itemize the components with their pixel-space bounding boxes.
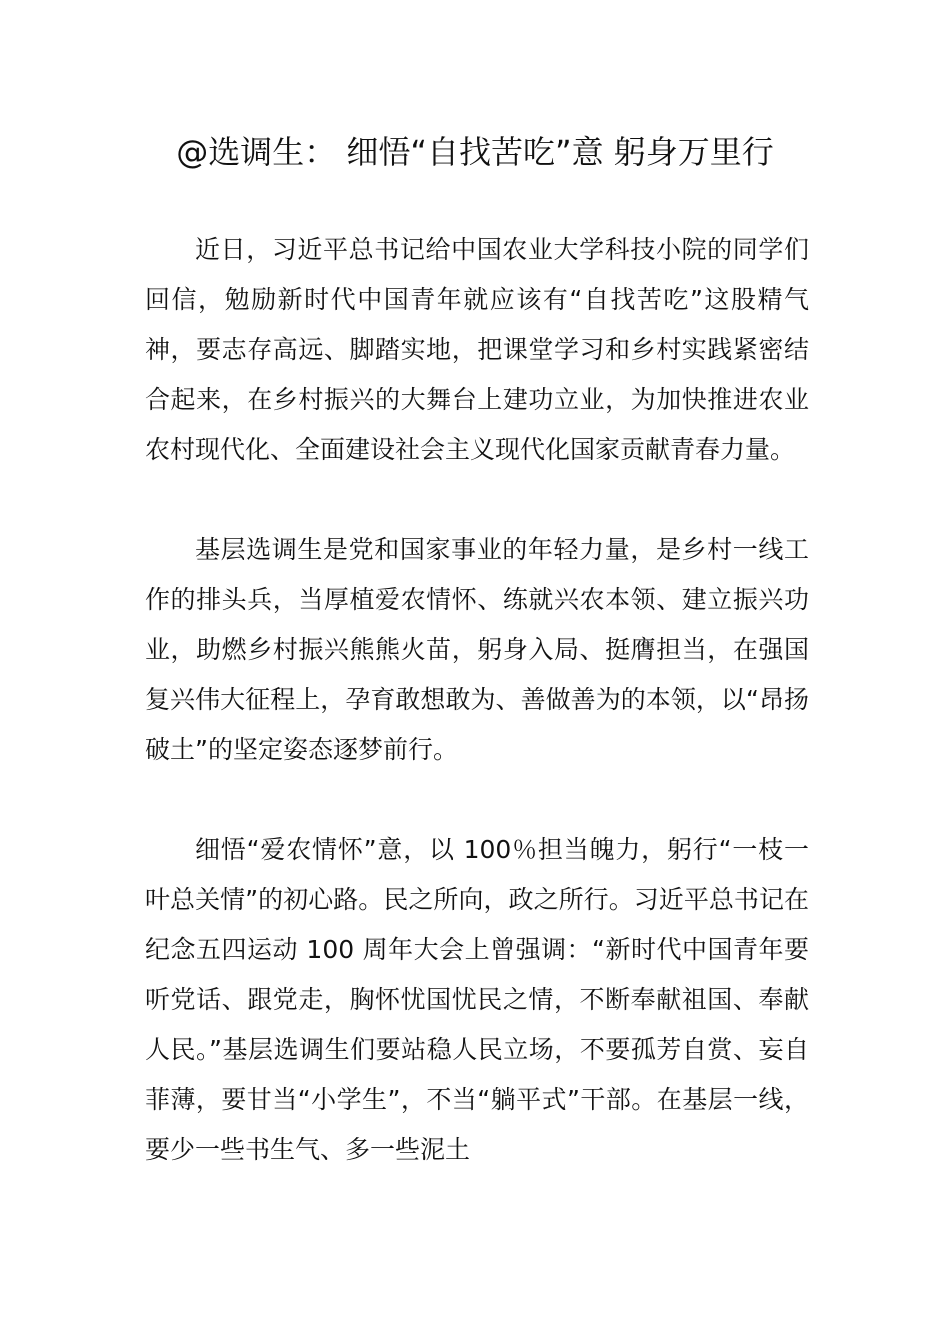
document-title: @选调生： 细悟“自找苦吃”意 躬身万里行 [176, 133, 774, 171]
paragraph-spacer [145, 475, 809, 525]
document-body [145, 225, 809, 1175]
paragraph-spacer [145, 775, 809, 825]
paragraph-1: 近日，习近平总书记给中国农业大学科技小院的同学们回信，勉励新时代中国青年就应该有“自找苦吃”这股精气神，要志存高远、脚踏实地，把课堂学习和乡村实践紧密结合起来，在乡村振兴的大舞台上建功立业，为加快推进农业农村现代化、全面建设社会主义现代化国家贡献青春力量。 [145, 235, 809, 464]
paragraph-3: 细悟“爱农情怀”意，以 100％担当魄力，躬行“一枝一叶总关情”的初心路。民之所向，政之所行。习近平总书记在纪念五四运动 100 周年大会上曾强调：“新时代中国青年要听党话、跟党走，胸怀忧国忧民之情，不断奉献祖国、奉献人民。”基层选调生们要站稳人民立场，不要孤芳自赏、妄自菲薄，要甘当“小学生”，不当“躺平式”干部。在基层一线，要少一些书生气、多一些泥土 [145, 835, 809, 1164]
paragraph-2: 基层选调生是党和国家事业的年轻力量，是乡村一线工作的排头兵，当厚植爱农情怀、练就兴农本领、建立振兴功业，助燃乡村振兴熊熊火苗，躬身入局、挺膺担当，在强国复兴伟大征程上，孕育敢想敢为、善做善为的本领，以“昂扬破土”的坚定姿态逐梦前行。 [145, 535, 809, 764]
